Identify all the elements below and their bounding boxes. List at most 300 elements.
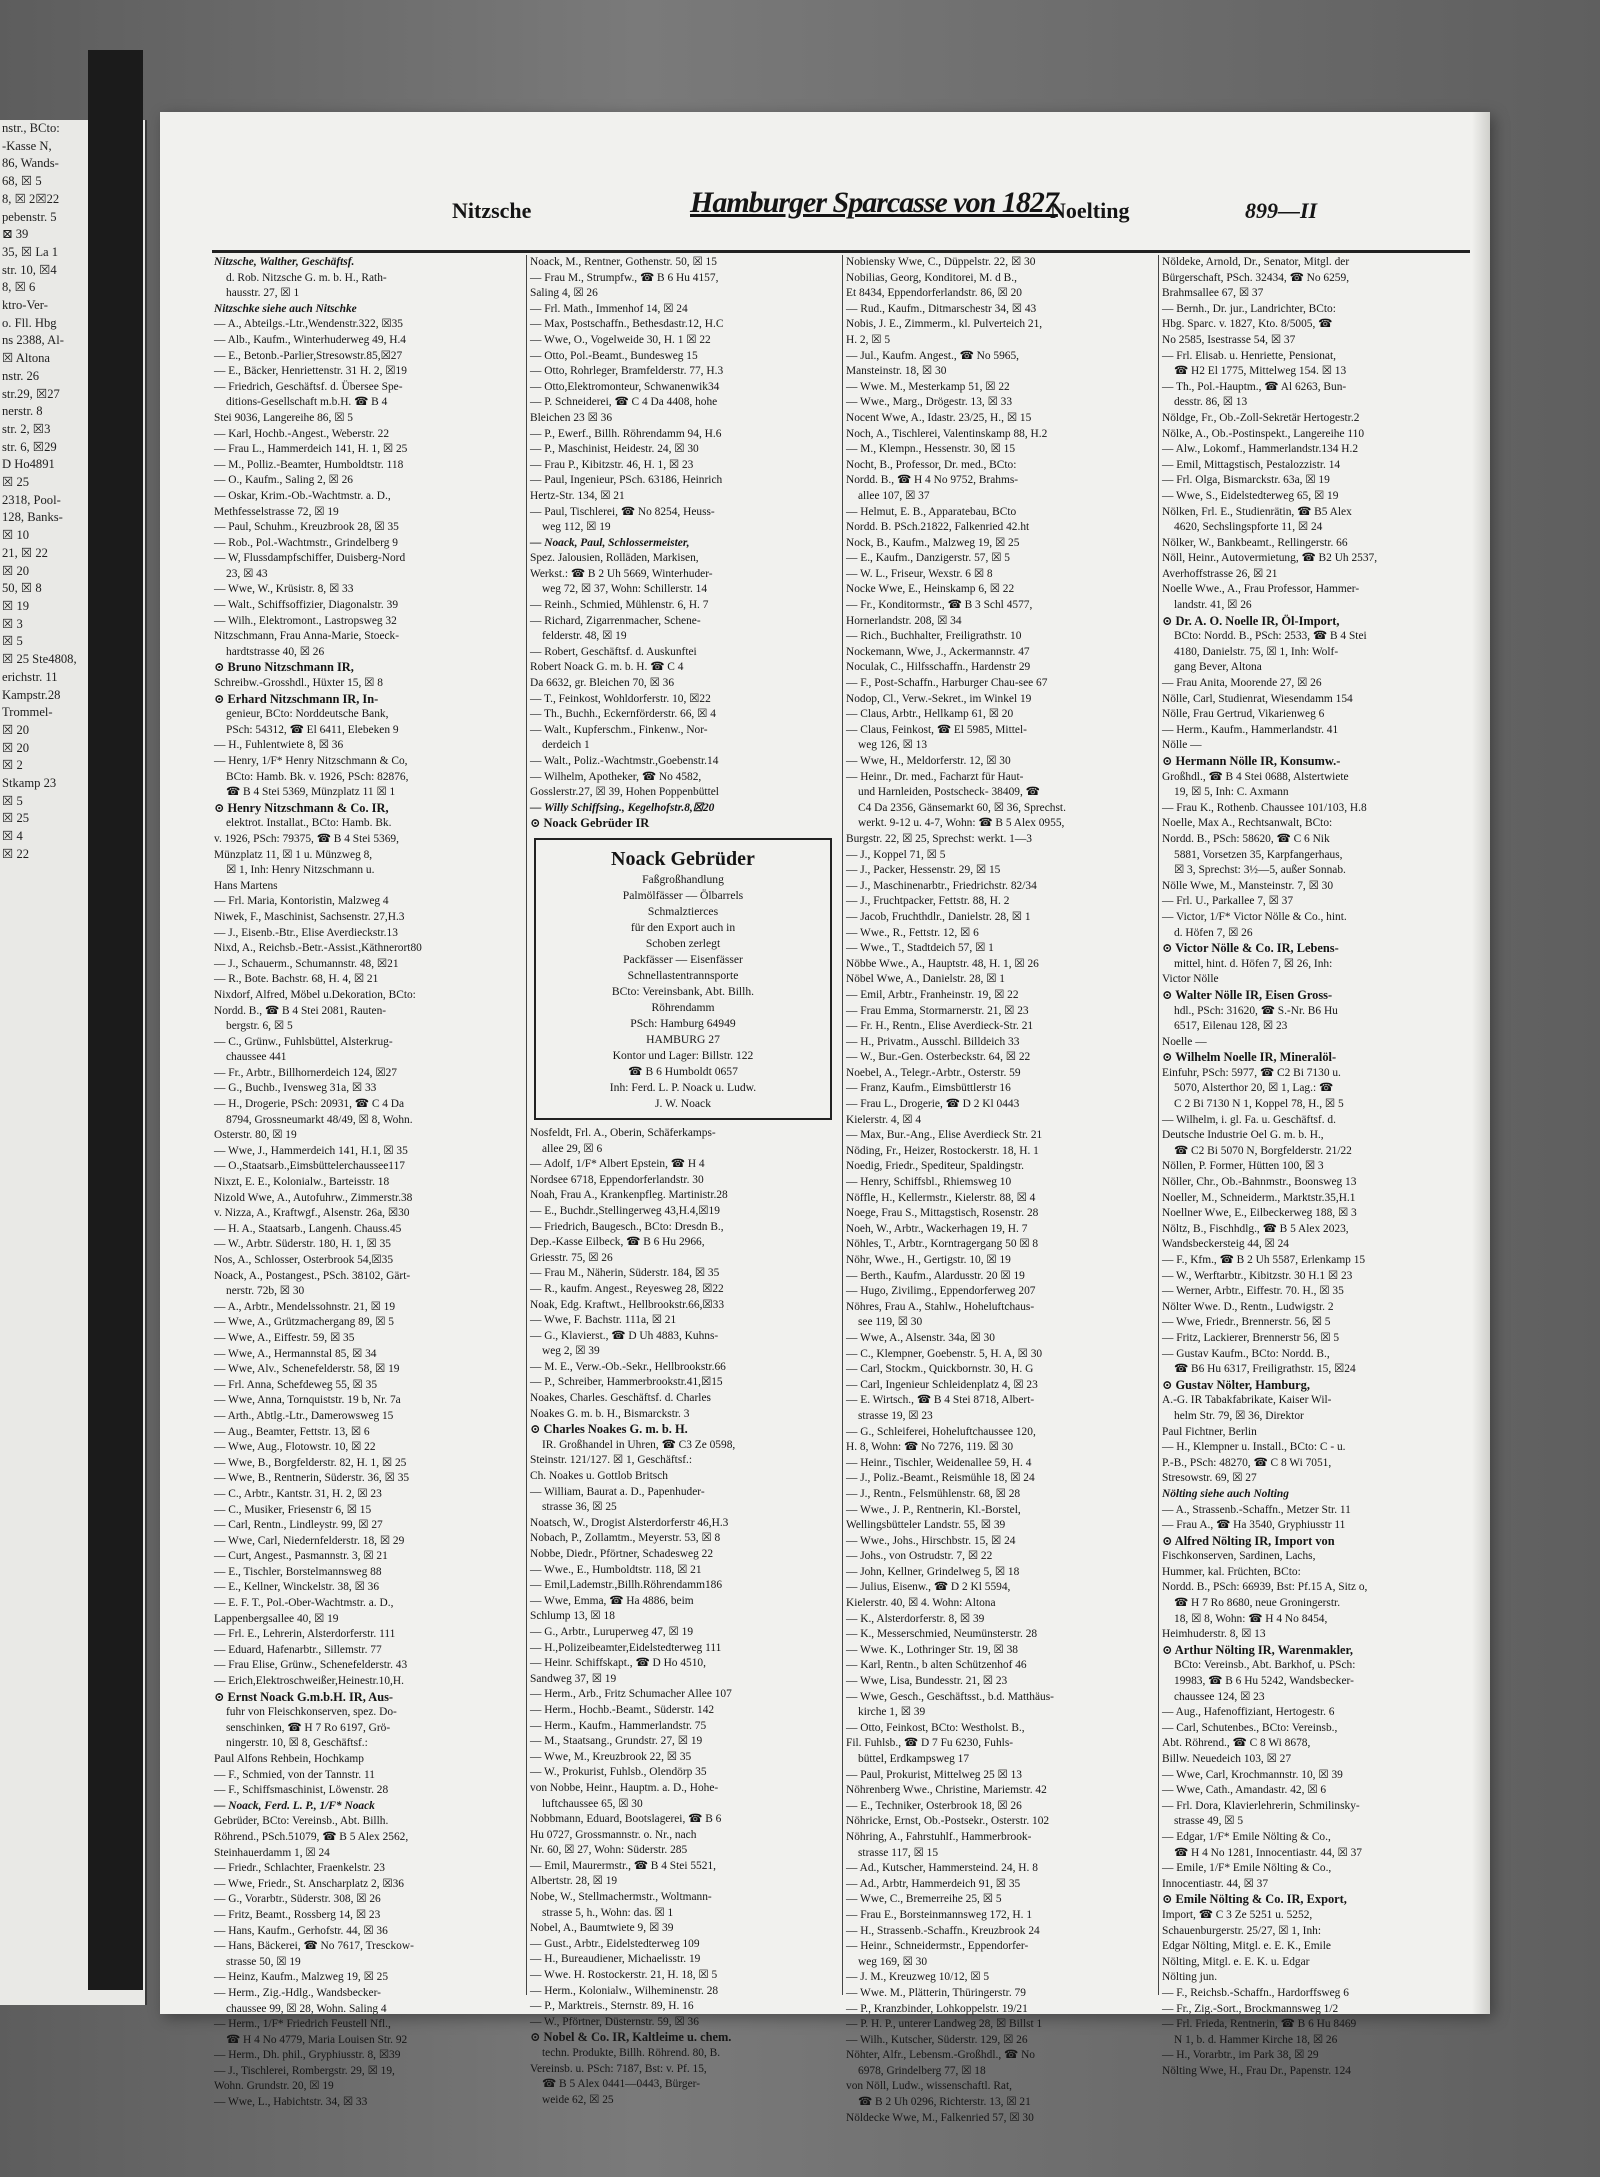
directory-entry-line: — Walt., Poliz.-Wachtmstr.,Goebenstr.14 — [530, 755, 719, 767]
directory-entry-line: — G., Vorarbtr., Süderstr. 308, ☒ 26 — [214, 1893, 381, 1906]
directory-entry-line: — Paul, Schuhm., Kreuzbrook 28, ☒ 35 — [214, 521, 399, 534]
directory-entry-line: Nölken, Frl. E., Studienrätin, ☎ B5 Alex — [1162, 505, 1352, 518]
directory-entry-line: — Paul, Tischlerei, ☎ No 8254, Heuss- — [530, 505, 715, 518]
directory-entry-line: — Carl, Schutenbes., BCto: Vereinsb., — [1162, 1721, 1338, 1734]
directory-entry-line: Nölke, A., Ob.-Postinspekt., Langereihe 110 — [1162, 427, 1365, 440]
directory-entry-line: — F., Reichsb.-Schaffn., Hardorffsweg 6 — [1162, 1986, 1349, 1999]
directory-entry-line: ⊙ Wilhelm Noelle IR, Mineralöl- — [1162, 1050, 1337, 1065]
directory-entry-line: see 119, ☒ 30 — [858, 1316, 923, 1329]
header-right-keyword: Noelting — [1050, 198, 1130, 223]
directory-entry-line: Hans Martens — [214, 879, 278, 892]
left-page-text-fragment: ktro-Ver- — [2, 298, 48, 313]
directory-entry-line: weide 62, ☒ 25 — [542, 2093, 614, 2106]
directory-entry-line: — F., Post-Schaffn., Harburger Chau-see 67 — [846, 677, 1048, 690]
directory-entry-line: Noedig, Friedr., Spediteur, Spaldingstr. — [846, 1160, 1024, 1173]
directory-entry-line: — Jacob, Fruchthdlr., Danielstr. 28, ☒ 1 — [846, 910, 1031, 923]
directory-entry-line: — J., Rentn., Felsmühlenstr. 68, ☒ 28 — [846, 1487, 1021, 1500]
directory-entry-line: Gebrüder, BCto: Vereinsb., Abt. Billh. — [214, 1815, 389, 1828]
directory-entry-line: Nöhring, A., Fahrstuhlf., Hammerbrook- — [846, 1830, 1032, 1843]
directory-entry-line: — Franz, Kaufm., Eimsbüttlerstr 16 — [846, 1082, 1011, 1095]
directory-entry-line: 5881, Vorsetzen 35, Karpfangerhaus, — [1174, 848, 1343, 861]
page-header — [160, 180, 1490, 246]
directory-entry-line: Nobbmann, Eduard, Bootslagerei, ☎ B 6 — [530, 1813, 722, 1826]
directory-entry-line: — Heinz, Kaufm., Malzweg 19, ☒ 25 — [214, 1971, 389, 1984]
directory-entry-line: Noeh, W., Arbtr., Wackerhagen 19, H. 7 — [846, 1222, 1028, 1235]
directory-entry-line: Noakes, Charles. Geschäftsf. d. Charles — [530, 1392, 711, 1405]
directory-entry-line: — P. Schneiderei, ☎ C 4 Da 4408, hohe — [530, 396, 718, 409]
directory-entry-line: Ch. Noakes u. Gottlob Britsch — [530, 1470, 668, 1483]
directory-entry-line: ☎ C2 Bi 5070 N, Borgfelderstr. 21/22 — [1174, 1144, 1352, 1157]
directory-entry-line: — J. M., Kreuzweg 10/12, ☒ 5 — [846, 1971, 990, 1984]
directory-entry-line: — Wwe, Carl, Krochmannstr. 10, ☒ 39 — [1162, 1768, 1343, 1781]
directory-entry-line: — O., Kaufm., Saling 2, ☒ 26 — [214, 474, 353, 487]
left-page-text-fragment: 35, ☒ La 1 — [2, 244, 59, 259]
directory-entry-line: Nobbe, Diedr., Pförtner, Schadesweg 22 — [530, 1548, 714, 1560]
advert-line: Kontor und Lager: Billstr. 122 — [612, 1048, 754, 1062]
directory-entry-line: — Jul., Kaufm. Angest., ☎ No 5965, — [846, 349, 1020, 362]
directory-entry-line: — Otto, Rohrleger, Bramfelderstr. 77, H.3 — [530, 365, 724, 378]
directory-entry-line: — Wwe, W., Krüsistr. 8, ☒ 33 — [214, 583, 354, 596]
directory-entry-line: — Wwe, B., Borgfelderstr. 82, H. 1, ☒ 25 — [214, 1456, 407, 1469]
directory-entry-line: — Walt., Schiffsoffizier, Diagonalstr. 39 — [214, 599, 399, 612]
advert-line: Röhrendamm — [651, 1000, 715, 1014]
directory-entry-line: Nöbel Wwe, A., Danielstr. 28, ☒ 1 — [846, 973, 1006, 986]
directory-entry-line: — J., Fruchtpacker, Fettstr. 88, H. 2 — [846, 895, 1010, 908]
directory-entry-line: ⊙ Emile Nölting & Co. IR, Export, — [1162, 1892, 1347, 1907]
directory-entry-line: — Alb., Kaufm., Winterhuderweg 49, H.4 — [214, 333, 406, 346]
directory-entry-line: — C., Arbtr., Kantstr. 31, H. 2, ☒ 23 — [214, 1487, 382, 1500]
directory-entry-line: — H.,Polizeibeamter,Eidelstedterweg 111 — [530, 1641, 722, 1654]
left-page-text-fragment: str.29, ☒27 — [2, 386, 60, 401]
left-page-text-fragment: ☒ 3 — [2, 616, 23, 631]
directory-entry-line: — A., Abteilgs.-Ltr.,Wendenstr.322, ☒35 — [214, 318, 403, 331]
directory-entry-line: nerstr. 72b, ☒ 30 — [226, 1285, 305, 1298]
directory-entry-line: Fil. Fuhlsb., ☎ D 7 Fu 6230, Fuhls- — [846, 1737, 1014, 1750]
directory-entry-line: — Frl. Dora, Klavierlehrerin, Schmilinsky- — [1162, 1799, 1360, 1812]
left-page-text-fragment: Kampstr.28 — [2, 687, 61, 702]
directory-entry-line: — Werner, Arbtr., Eiffestr. 70. H., ☒ 35 — [1162, 1285, 1344, 1298]
directory-entry-line: Nobel, A., Baumtwiete 9, ☒ 39 — [530, 1922, 674, 1935]
directory-entry-line: — Wwe., E., Humboldtstr. 118, ☒ 21 — [530, 1563, 702, 1576]
directory-entry-line: Nockemann, Wwe, J., Ackermannstr. 47 — [846, 645, 1030, 658]
left-page-text-fragment: 128, Banks- — [2, 510, 63, 525]
directory-entry-line: — Herm., 1/F* Friedrich Feustell Nfl., — [214, 2018, 391, 2031]
directory-entry-line: — Walt., Kupferschm., Finkenw., Nor- — [530, 723, 708, 736]
directory-entry-line: — Reinh., Schmied, Mühlenstr. 6, H. 7 — [530, 599, 709, 612]
directory-entry-line: — H., Strassenb.-Schaffn., Kreuzbrook 24 — [846, 1924, 1040, 1937]
directory-entry-line: — P., Schreiber, Hammerbrookstr.41,☒15 — [530, 1376, 723, 1389]
directory-entry-line: — Frl. Elisab. u. Henriette, Pensionat, — [1162, 349, 1336, 362]
directory-entry-line: H. 2, ☒ 5 — [846, 333, 891, 346]
directory-entry-line: Spez. Jalousien, Rolläden, Markisen, — [530, 552, 699, 565]
directory-entry-line: Nitzschmann, Frau Anna-Marie, Stoeck- — [214, 630, 400, 643]
directory-entry-line: Nölle, Frau Gertrud, Vikarienweg 6 — [1162, 708, 1325, 721]
left-page-text-fragment: ☒ 20 — [2, 722, 30, 737]
directory-entry-line: — Wwe., Marg., Drögestr. 13, ☒ 33 — [846, 396, 1013, 409]
advert-line: für den Export auch in — [630, 920, 736, 934]
directory-entry-line: N 1, b. d. Hammer Kirche 18, ☒ 26 — [1174, 2033, 1338, 2046]
directory-entry-line: ☎ H 4 No 4779, Maria Louisen Str. 92 — [226, 2033, 408, 2046]
directory-entry-line: Noak, Edg. Kraftwt., Hellbrookstr.66,☒33 — [530, 1298, 725, 1311]
directory-entry-line: — G., Arbtr., Luruperweg 47, ☒ 19 — [530, 1625, 694, 1638]
left-page-text-fragment: 21, ☒ 22 — [2, 545, 48, 560]
directory-entry-line: — E. F. T., Pol.-Ober-Wachtmstr. a. D., — [214, 1597, 394, 1610]
directory-entry-line: — Wwe, H., Meldorferstr. 12, ☒ 30 — [846, 755, 1011, 767]
directory-entry-line: — Wwe, Aug., Flotowstr. 10, ☒ 22 — [214, 1441, 376, 1454]
directory-entry-line: weg 72, ☒ 37, Wohn: Schillerstr. 14 — [542, 583, 708, 596]
directory-entry-line: — Carl, Ingenieur Schleidenplatz 4, ☒ 23 — [846, 1378, 1038, 1391]
directory-entry-line: — E., Tischler, Borstelmannsweg 88 — [214, 1565, 382, 1578]
column-2 — [528, 255, 840, 2106]
directory-entry-line: Nöhricke, Ernst, Ob.-Postsekr., Osterstr. 102 — [846, 1815, 1050, 1828]
directory-entry-line: Nobach, P., Zollamtm., Meyerstr. 53, ☒ 8 — [530, 1532, 721, 1545]
directory-entry-line: — Fr. H., Rentn., Elise Averdieck-Str. 21 — [846, 1020, 1034, 1033]
directory-entry-line: Bürgerschaft, PSch. 32434, ☎ No 6259, — [1162, 271, 1350, 284]
directory-entry-line: Nock, B., Kaufm., Malzweg 19, ☒ 25 — [846, 536, 1020, 549]
directory-entry-line: ⊙ Ernst Noack G.m.b.H. IR, Aus- — [214, 1689, 394, 1704]
directory-entry-line: — Wwe, Alv., Schenefelderstr. 58, ☒ 19 — [214, 1363, 400, 1376]
directory-entry-line: — Max, Postschaffn., Bethesdastr.12, H.C — [530, 318, 724, 331]
directory-entry-line: Griesstr. 75, ☒ 26 — [530, 1251, 613, 1264]
directory-entry-line: ⊙ Walter Nölle IR, Eisen Gross- — [1162, 987, 1333, 1002]
directory-entry-line: — Arth., Abtlg.-Ltr., Damerowsweg 15 — [214, 1409, 394, 1422]
directory-entry-line: Sandweg 37, ☒ 19 — [530, 1672, 617, 1685]
advert-line: Schnellastentrannsporte — [627, 968, 739, 982]
directory-entry-line: Nölle — — [1162, 739, 1202, 752]
directory-entry-line: — Herm., Arb., Fritz Schumacher Allee 107 — [530, 1688, 732, 1701]
directory-entry-line: Hu 0727, Grossmannstr. o. Nr., nach — [530, 1828, 697, 1841]
directory-entry-line: v. Nizza, A., Kraftwgf., Alsenstr. 26a, ☒30 — [214, 1207, 410, 1220]
directory-entry-line: ☎ H 4 No 1281, Innocentiastr. 44, ☒ 37 — [1174, 1846, 1362, 1859]
directory-entry-line: Kielerstr. 40, ☒ 4. Wohn: Altona — [846, 1597, 996, 1610]
directory-entry-line: — P., Marktreis., Sternstr. 89, H. 16 — [530, 2000, 694, 2013]
directory-entry-line: fuhr von Fleischkonserven, spez. Do- — [226, 1706, 397, 1719]
directory-entry-line: Paul Fichtner, Berlin — [1162, 1425, 1257, 1438]
directory-entry-line: weg 126, ☒ 13 — [858, 739, 928, 752]
directory-entry-line: Vereinsb. u. PSch: 7187, Bst: v. Pf. 15, — [530, 2062, 707, 2075]
directory-entry-line: — Willy Schiffsing., Kegelhofstr.8,☒20 — [530, 801, 715, 814]
directory-entry-line: — Wwe, A., Eiffestr. 59, ☒ 35 — [214, 1331, 355, 1344]
directory-entry-line: — Wwe, Anna, Tornquiststr. 19 b, Nr. 7a — [214, 1394, 401, 1407]
directory-entry-line: — Oskar, Krim.-Ob.-Wachtmstr. a. D., — [214, 489, 391, 502]
directory-entry-line: — Wwe., R., Fettstr. 12, ☒ 6 — [846, 926, 979, 939]
directory-entry-line: — Frau L., Drogerie, ☎ D 2 Kl 0443 — [846, 1098, 1020, 1111]
directory-entry-line: — Wwe, Cath., Amandastr. 42, ☒ 6 — [1162, 1784, 1327, 1797]
directory-entry-line: — Heinr., Dr. med., Facharzt für Haut- — [846, 770, 1024, 783]
left-page-text-fragment: ⊠ 39 — [2, 227, 29, 242]
left-page-text-fragment: D Ho4891 — [2, 457, 55, 472]
directory-entry-line: kirche 1, ☒ 39 — [858, 1706, 926, 1719]
directory-entry-line: weg 169, ☒ 30 — [858, 1955, 928, 1968]
left-page-text-fragment: ☒ 20 — [2, 563, 30, 578]
directory-entry-line: Nordd. B., PSch: 58620, ☎ C 6 Nik — [1162, 832, 1330, 845]
directory-entry-line: — G., Klavierst., ☎ D Uh 4883, Kuhns- — [530, 1329, 719, 1342]
directory-entry-line: — T., Feinkost, Wohldorferstr. 10, ☒22 — [530, 692, 711, 705]
directory-entry-line: ⊙ Arthur Nölting IR, Warenmakler, — [1162, 1642, 1353, 1657]
directory-entry-line: — Otto, Pol.-Beamt., Bundesweg 15 — [530, 349, 698, 362]
directory-entry-line: C 2 Bi 7130 N 1, Koppel 78, H., ☒ 5 — [1174, 1098, 1344, 1111]
directory-entry-line: — J., Packer, Hessenstr. 29, ☒ 15 — [846, 864, 1001, 877]
directory-entry-line: Nölker, W., Bankbeamt., Rellingerstr. 66 — [1162, 536, 1348, 549]
directory-entry-line: — Wwe. K., Lothringer Str. 19, ☒ 38 — [846, 1643, 1018, 1656]
directory-entry-line: — Emil,Lademstr.,Billh.Röhrendamm186 — [530, 1579, 723, 1592]
directory-entry-line: — Karl, Rentn., b alten Schützenhof 46 — [846, 1659, 1027, 1672]
directory-entry-line: — H., Bureaudiener, Michaelisstr. 19 — [530, 1953, 701, 1966]
directory-entry-line: — Wwe, C., Bremerreihe 25, ☒ 5 — [846, 1893, 1002, 1906]
directory-entry-line: — Carl, Rentn., Lindleystr. 99, ☒ 27 — [214, 1519, 383, 1532]
directory-entry-line: — Herm., Hochb.-Beamt., Süderstr. 142 — [530, 1703, 715, 1716]
page-edge-shadow — [1472, 112, 1490, 2014]
directory-entry-line: — Wwe, Lisa, Bundesstr. 21, ☒ 23 — [846, 1675, 1008, 1688]
directory-entry-line: Nöhles, T., Arbtr., Korntragergang 50 ☒ 8 — [846, 1238, 1039, 1251]
directory-entry-line: Röhrend., PSch.51079, ☎ B 5 Alex 2562, — [214, 1830, 409, 1843]
book-binding — [88, 50, 143, 1990]
directory-entry-line: — Aug., Hafenoffiziant, Hertogestr. 6 — [1162, 1706, 1335, 1719]
left-page-text-fragment: 68, ☒ 5 — [2, 174, 42, 189]
directory-entry-line: — A., Arbtr., Mendelssohnstr. 21, ☒ 19 — [214, 1300, 396, 1313]
directory-entry-line: — Helmut, E. B., Apparatebau, BCto — [846, 505, 1017, 518]
left-page-text-fragment: ☒ 4 — [2, 829, 23, 844]
directory-entry-line: Nizold Wwe, A., Autofuhrw., Zimmerstr.38 — [214, 1191, 413, 1204]
directory-entry-line: — Emil, Mittagstisch, Pestalozzistr. 14 — [1162, 458, 1341, 471]
directory-entry-line: — Hans, Bäckerei, ☎ No 7617, Tresckow- — [214, 1940, 414, 1953]
directory-entry-line: — M., Klempn., Hessenstr. 30, ☒ 15 — [846, 443, 1016, 456]
directory-entry-line: — W., Werftarbtr., Kibitzstr. 30 H.1 ☒ 23 — [1162, 1269, 1353, 1282]
directory-entry-line: Bleichen 23 ☒ 36 — [530, 411, 613, 424]
directory-entry-line: — Emil, Maurermstr., ☎ B 4 Stei 5521, — [530, 1859, 716, 1872]
column-4 — [1160, 255, 1472, 2077]
directory-entry-line: — F., Kfm., ☎ B 2 Uh 5587, Erlenkamp 15 — [1162, 1254, 1366, 1266]
advert-line: Packfässer — Eisenfässer — [623, 952, 743, 966]
directory-entry-line: Nöll, Heinr., Autovermietung, ☎ B2 Uh 2537, — [1162, 552, 1378, 565]
directory-entry-line: — E., Kellner, Winckelstr. 38, ☒ 36 — [214, 1581, 380, 1594]
directory-entry-line: ⊙ Charles Noakes G. m. b. H. — [530, 1422, 688, 1437]
directory-entry-line: — Robert, Geschäftsf. d. Auskunftei — [530, 645, 697, 658]
directory-entry-line: — Friedrich, Baugesch., BCto: Dresdn B., — [530, 1220, 724, 1233]
directory-entry-line: — Carl, Stockm., Quickbornstr. 30, H. G — [846, 1363, 1034, 1376]
directory-entry-line: — Frau Elise, Grünw., Schenefelderstr. 43 — [214, 1659, 408, 1672]
directory-entry-line: — Frl. Math., Immenhof 14, ☒ 24 — [530, 302, 688, 315]
directory-entry-line: — W., Prokurist, Fuhlsb., Olendörp 35 — [530, 1766, 707, 1779]
directory-entry-line: Niwek, F., Maschinist, Sachsenstr. 27,H.3 — [214, 910, 405, 923]
directory-entry-line: 19983, ☎ B 6 Hu 5242, Wandsbecker- — [1174, 1675, 1354, 1688]
directory-entry-line: ⊙ Noack Gebrüder IR — [530, 816, 650, 831]
directory-entry-line: strasse 19, ☒ 23 — [858, 1409, 933, 1422]
directory-entry-line: Noeller, M., Schneiderm., Marktstr.35,H.1 — [1162, 1191, 1356, 1204]
directory-entry-line: Nöllen, P. Former, Hütten 100, ☒ 3 — [1162, 1160, 1324, 1173]
directory-entry-line: ☎ B6 Hu 6317, Freiligrathstr. 15, ☒24 — [1174, 1363, 1356, 1376]
directory-entry-line: 4180, Danielstr. 75, ☒ 1, Inh: Wolf- — [1174, 645, 1339, 658]
directory-entry-line: Noebel, A., Telegr.-Arbtr., Osterstr. 59 — [846, 1066, 1021, 1079]
advert-line: ☎ B 6 Humboldt 0657 — [628, 1064, 738, 1078]
directory-entry-line: — Claus, Feinkost, ☎ El 5985, Mittel- — [846, 723, 1027, 736]
directory-entry-line: Nordsee 6718, Eppendorferlandstr. 30 — [530, 1173, 704, 1186]
left-page-text-fragment: nerstr. 8 — [2, 404, 43, 419]
directory-entry-line: Noellner Wwe, E., Eilbeckerweg 188, ☒ 3 — [1162, 1207, 1357, 1220]
directory-entry-line: Noah, Frau A., Krankenpfleg. Martinistr.28 — [530, 1189, 728, 1202]
directory-entry-line: Abt. Röhrend., ☎ C 8 Wi 8678, — [1162, 1737, 1311, 1750]
directory-entry-line: — Wwe, Gesch., Geschäftsst., b.d. Matthäus- — [846, 1690, 1054, 1703]
directory-entry-line: ⊙ Hermann Nölle IR, Konsumw.- — [1162, 754, 1341, 768]
advert-line: Schmalztierces — [647, 904, 719, 918]
directory-entry-line: hausstr. 27, ☒ 1 — [226, 287, 300, 300]
directory-entry-line: — Frl. Maria, Kontoristin, Malzweg 4 — [214, 895, 389, 908]
directory-entry-line: — Gustav Kaufm., BCto: Nordd. B., — [1162, 1347, 1330, 1360]
directory-entry-line: Nölle Wwe, M., Mansteinstr. 7, ☒ 30 — [1162, 879, 1334, 892]
directory-entry-line: — W, Flussdampfschiffer, Duisberg-Nord — [214, 552, 406, 565]
directory-entry-line: Wellingsbütteler Landstr. 55, ☒ 39 — [846, 1519, 1006, 1532]
left-page-text-fragment: ☒ 19 — [2, 598, 30, 613]
directory-entry-line: chaussee 441 — [226, 1051, 287, 1064]
directory-entry-line: — Herm., Kaufm., Hammerlandstr. 75 — [530, 1719, 707, 1732]
directory-entry-line: — M. E., Verw.-Ob.-Sekr., Hellbrookstr.66 — [530, 1360, 726, 1373]
directory-entry-line: Nodop, Cl., Verw.-Sekret., im Winkel 19 — [846, 692, 1032, 705]
directory-entry-line: — J., Eisenb.-Btr., Elise Averdieckstr.13 — [214, 926, 398, 939]
directory-entry-line: 8794, Grossneumarkt 48/49, ☒ 8, Wohn. — [226, 1113, 413, 1126]
left-page-text-fragment: ☒ 5 — [2, 634, 23, 649]
directory-entry-line: Schauenburgerstr. 25/27, ☒ 1, Inh: — [1162, 1924, 1322, 1937]
directory-entry-line: — M., Polliz.-Beamter, Humboldtstr. 118 — [214, 458, 404, 471]
directory-entry-line: — Gust., Arbtr., Eidelstedterweg 109 — [530, 1937, 700, 1950]
left-page-text-fragment: str. 2, ☒3 — [2, 421, 51, 436]
directory-entry-line: Noack, A., Postangest., PSch. 38102, Gärt- — [214, 1269, 411, 1282]
directory-entry-line: — Wwe, Emma, ☎ Ha 4886, beim — [530, 1594, 694, 1607]
directory-entry-line: — P., Kranzbinder, Lohkoppelstr. 19/21 — [846, 2002, 1028, 2015]
directory-entry-line: — F., Schmied, von der Tannstr. 11 — [214, 1768, 375, 1781]
directory-entry-line: Et 8434, Eppendorferlandstr. 86, ☒ 20 — [846, 287, 1022, 300]
directory-entry-line: — Frl. Olga, Bismarckstr. 63a, ☒ 19 — [1162, 474, 1330, 487]
directory-entry-line: Steinstr. 121/127. ☒ 1, Geschäftsf.: — [530, 1454, 693, 1467]
directory-entry-line: d. Höfen 7, ☒ 26 — [1174, 926, 1253, 939]
left-page-text-fragment: ☒ Altona — [2, 351, 51, 366]
directory-entry-line: — J., Koppel 71, ☒ 5 — [846, 848, 946, 861]
directory-entry-line: Averhoffstrasse 26, ☒ 21 — [1162, 567, 1278, 580]
directory-entry-line: C4 Da 2356, Gänsemarkt 60, ☒ 36, Sprechst. — [858, 801, 1066, 814]
directory-entry-line: von Nobbe, Heinr., Hauptm. a. D., Hohe- — [530, 1781, 719, 1794]
directory-entry-line: Steinhauerdamm 1, ☒ 24 — [214, 1846, 330, 1859]
directory-entry-line: — Berth., Kaufm., Alardusstr. 20 ☒ 19 — [846, 1269, 1025, 1282]
directory-entry-line: — Julius, Eisenw., ☎ D 2 Kl 5594, — [846, 1581, 1011, 1594]
directory-entry-line: helm Str. 79, ☒ 36, Direktor — [1174, 1409, 1304, 1422]
directory-entry-line: — Fritz, Lackierer, Brennerstr 56, ☒ 5 — [1162, 1331, 1340, 1344]
directory-entry-line: — Frau P., Kibitzstr. 46, H. 1, ☒ 23 — [530, 458, 694, 471]
directory-entry-line: — Herm., Dh. phil., Gryphiusstr. 8, ☒39 — [214, 2049, 401, 2062]
directory-entry-line: — Wwe, A., Grützmachergang 89, ☒ 5 — [214, 1316, 394, 1329]
directory-entry-line: Noch, A., Tischlerei, Valentinskamp 88, H.2 — [846, 427, 1048, 440]
directory-entry-line: desstr. 86, ☒ 13 — [1174, 396, 1248, 409]
directory-entry-line: ⊙ Erhard Nitzschmann IR, In- — [214, 691, 379, 706]
noack-gebrueder-advert — [534, 838, 832, 1120]
directory-entry-line: — Wwe. M., Plätterin, Thüringerstr. 79 — [846, 1986, 1026, 1999]
directory-entry-line: — J., Tischlerei, Rombergstr. 29, ☒ 19, — [214, 2064, 395, 2077]
left-page-text-fragment: pebenstr. 5 — [2, 209, 57, 224]
directory-entry-line: Nosfeldt, Frl. A., Oberin, Schäferkamps- — [530, 1126, 716, 1139]
directory-entry-line: Nobilias, Georg, Konditorei, M. d B., — [846, 271, 1017, 284]
directory-entry-line: Stresowstr. 69, ☒ 27 — [1162, 1472, 1257, 1485]
left-page-text-fragment: o. Fll. Hbg — [2, 315, 57, 330]
directory-entry-line: — J., Schauerm., Schumannstr. 48, ☒21 — [214, 957, 399, 970]
directory-entry-line: Nölting siehe auch Nolting — [1162, 1487, 1289, 1500]
directory-entry-line: — Frl. Anna, Schefdeweg 55, ☒ 35 — [214, 1378, 378, 1391]
left-page-text-fragment: erichstr. 11 — [2, 669, 58, 684]
directory-entry-line: — Wwe, Friedr., St. Anscharplatz 2, ☒36 — [214, 1877, 405, 1890]
advert-line: Palmölfässer — Ölbarrels — [622, 888, 744, 902]
directory-entry-line: ☒ 1, Inh: Henry Nitzschmann u. — [226, 864, 375, 877]
directory-entry-line: Schlump 13, ☒ 18 — [530, 1610, 615, 1623]
directory-entry-line: — Johs., von Ostrudstr. 7, ☒ 22 — [846, 1550, 993, 1563]
left-page-text-fragment: 50, ☒ 8 — [2, 581, 42, 596]
directory-entry-line: Stei 9036, Langereihe 86, ☒ 5 — [214, 411, 353, 424]
directory-entry-line: Nocht, B., Professor, Dr. med., BCto: — [846, 458, 1017, 471]
directory-entry-line: — O.,Staatsarb.,Eimsbüttelerchaussee117 — [214, 1160, 405, 1173]
directory-entry-line: — Wwe, F. Bachstr. 111a, ☒ 21 — [530, 1314, 677, 1327]
directory-entry-line: Brahmsallee 67, ☒ 37 — [1162, 287, 1264, 300]
directory-entry-line: 19, ☒ 5, Inh: C. Axmann — [1174, 786, 1289, 799]
directory-entry-line: senschinken, ☎ H 7 Ro 6197, Grö- — [226, 1721, 391, 1734]
directory-entry-line: — E., Bäcker, Henriettenstr. 31 H. 2, ☒19 — [214, 365, 407, 378]
directory-entry-line: — C., Klempner, Goebenstr. 5, H. A, ☒ 30 — [846, 1347, 1043, 1360]
directory-entry-line: — Noack, Ferd. L. P., 1/F* Noack — [214, 1799, 375, 1812]
directory-entry-line: Nöhres, Frau A., Stahlw., Hoheluftchaus- — [846, 1300, 1035, 1313]
directory-entry-line: — Claus, Arbtr., Hellkamp 61, ☒ 20 — [846, 708, 1014, 721]
directory-entry-line: Großhdl., ☎ B 4 Stei 0688, Alstertwiete — [1162, 770, 1349, 783]
directory-entry-line: — Erich,Elektroschweißer,Heinestr.10,H. — [214, 1675, 404, 1688]
directory-entry-line: Nöller, Chr., Ob.-Bahnmstr., Boonsweg 13 — [1162, 1176, 1357, 1189]
left-page-text-fragment: ☒ 25 Ste4808, — [2, 652, 77, 667]
directory-entry-line: — Wwe, B., Rentnerin, Süderstr. 36, ☒ 35 — [214, 1472, 410, 1485]
directory-entry-line: Nölle, Carl, Studienrat, Wiesendamm 154 — [1162, 692, 1353, 705]
directory-entry-line: — Wwe, S., Eidelstedterweg 65, ☒ 19 — [1162, 489, 1339, 502]
directory-entry-line: Schreibw.-Grosshdl., Hüxter 15, ☒ 8 — [214, 677, 383, 690]
directory-entry-line: luftchaussee 65, ☒ 30 — [542, 1797, 643, 1810]
advert-line: Faßgroßhandlung — [642, 872, 724, 886]
directory-entry-line: Mansteinstr. 18, ☒ 30 — [846, 365, 947, 378]
directory-entry-line: A.-G. IR Tabakfabrikate, Kaiser Wil- — [1162, 1394, 1332, 1407]
directory-entry-line: Nr. 60, ☒ 27, Wohn: Süderstr. 285 — [530, 1844, 688, 1857]
left-page-text-fragment: 8, ☒ 6 — [2, 280, 36, 295]
directory-entry-line: weg 2, ☒ 39 — [542, 1345, 600, 1358]
directory-entry-line: strasse 36, ☒ 25 — [542, 1501, 617, 1514]
directory-entry-line: chaussee 99, ☒ 28, Wohn. Saling 4 — [226, 2002, 387, 2015]
left-page-text-fragment: 2318, Pool- — [2, 492, 61, 507]
left-page-text-fragment: ns 2388, Al- — [2, 333, 64, 348]
directory-entry-line: — Wwe, O., Vogelweide 30, H. 1 ☒ 22 — [530, 333, 711, 346]
directory-entry-line: weg 112, ☒ 19 — [542, 521, 611, 534]
directory-entry-line: — Otto, Feinkost, BCto: Westholst. B., — [846, 1721, 1025, 1734]
directory-entry-line: — Th., Pol.-Hauptm., ☎ Al 6263, Bun- — [1162, 380, 1347, 393]
directory-entry-line: mittel, hint. d. Höfen 7, ☒ 26, Inh: — [1174, 957, 1333, 970]
sparcasse-logo: Hamburger Sparcasse von 1827 — [690, 186, 1058, 219]
directory-entry-line: Nordd. B., ☎ H 4 No 9752, Brahms- — [846, 474, 1019, 487]
directory-entry-line: — Edgar, 1/F* Emile Nölting & Co., — [1162, 1830, 1331, 1843]
directory-entry-line: BCto: Vereinsb., Abt. Barkhof, u. PSch: — [1174, 1659, 1356, 1672]
directory-entry-line: Gosslerstr.27, ☒ 39, Hohen Poppenbüttel — [530, 786, 719, 799]
directory-entry-line: — E., Techniker, Osterbrook 18, ☒ 26 — [846, 1799, 1022, 1812]
header-left-keyword: Nitzsche — [452, 198, 532, 223]
directory-entry-line: Nöhrenberg Wwe., Christine, Mariemstr. 42 — [846, 1784, 1047, 1797]
directory-entry-line: BCto: Nordd. B., PSch: 2533, ☎ B 4 Stei — [1174, 630, 1367, 643]
directory-entry-line: — Frau Anita, Moorende 27, ☒ 26 — [1162, 677, 1322, 690]
directory-entry-line: — Heinr., Tischler, Weidenallee 59, H. 4 — [846, 1456, 1032, 1469]
directory-entry-line: 6978, Grindelberg 77, ☒ 18 — [858, 2064, 986, 2077]
column-divider — [526, 255, 527, 1995]
directory-entry-line: Nöhter, Alfr., Lebensm.-Großhdl., ☎ No — [846, 2049, 1035, 2062]
directory-entry-line: — Alw., Lokomf., Hammerlandstr.134 H.2 — [1162, 443, 1359, 456]
directory-entry-line: Nobis, J. E., Zimmerm., kl. Pulverteich 21, — [846, 318, 1043, 331]
directory-entry-line: — R., kaufm. Angest., Reyesweg 28, ☒22 — [530, 1282, 724, 1295]
left-page-text-fragment: 86, Wands- — [2, 156, 59, 171]
directory-entry-line: ☎ B 5 Alex 0441—0443, Bürger- — [542, 2078, 701, 2091]
